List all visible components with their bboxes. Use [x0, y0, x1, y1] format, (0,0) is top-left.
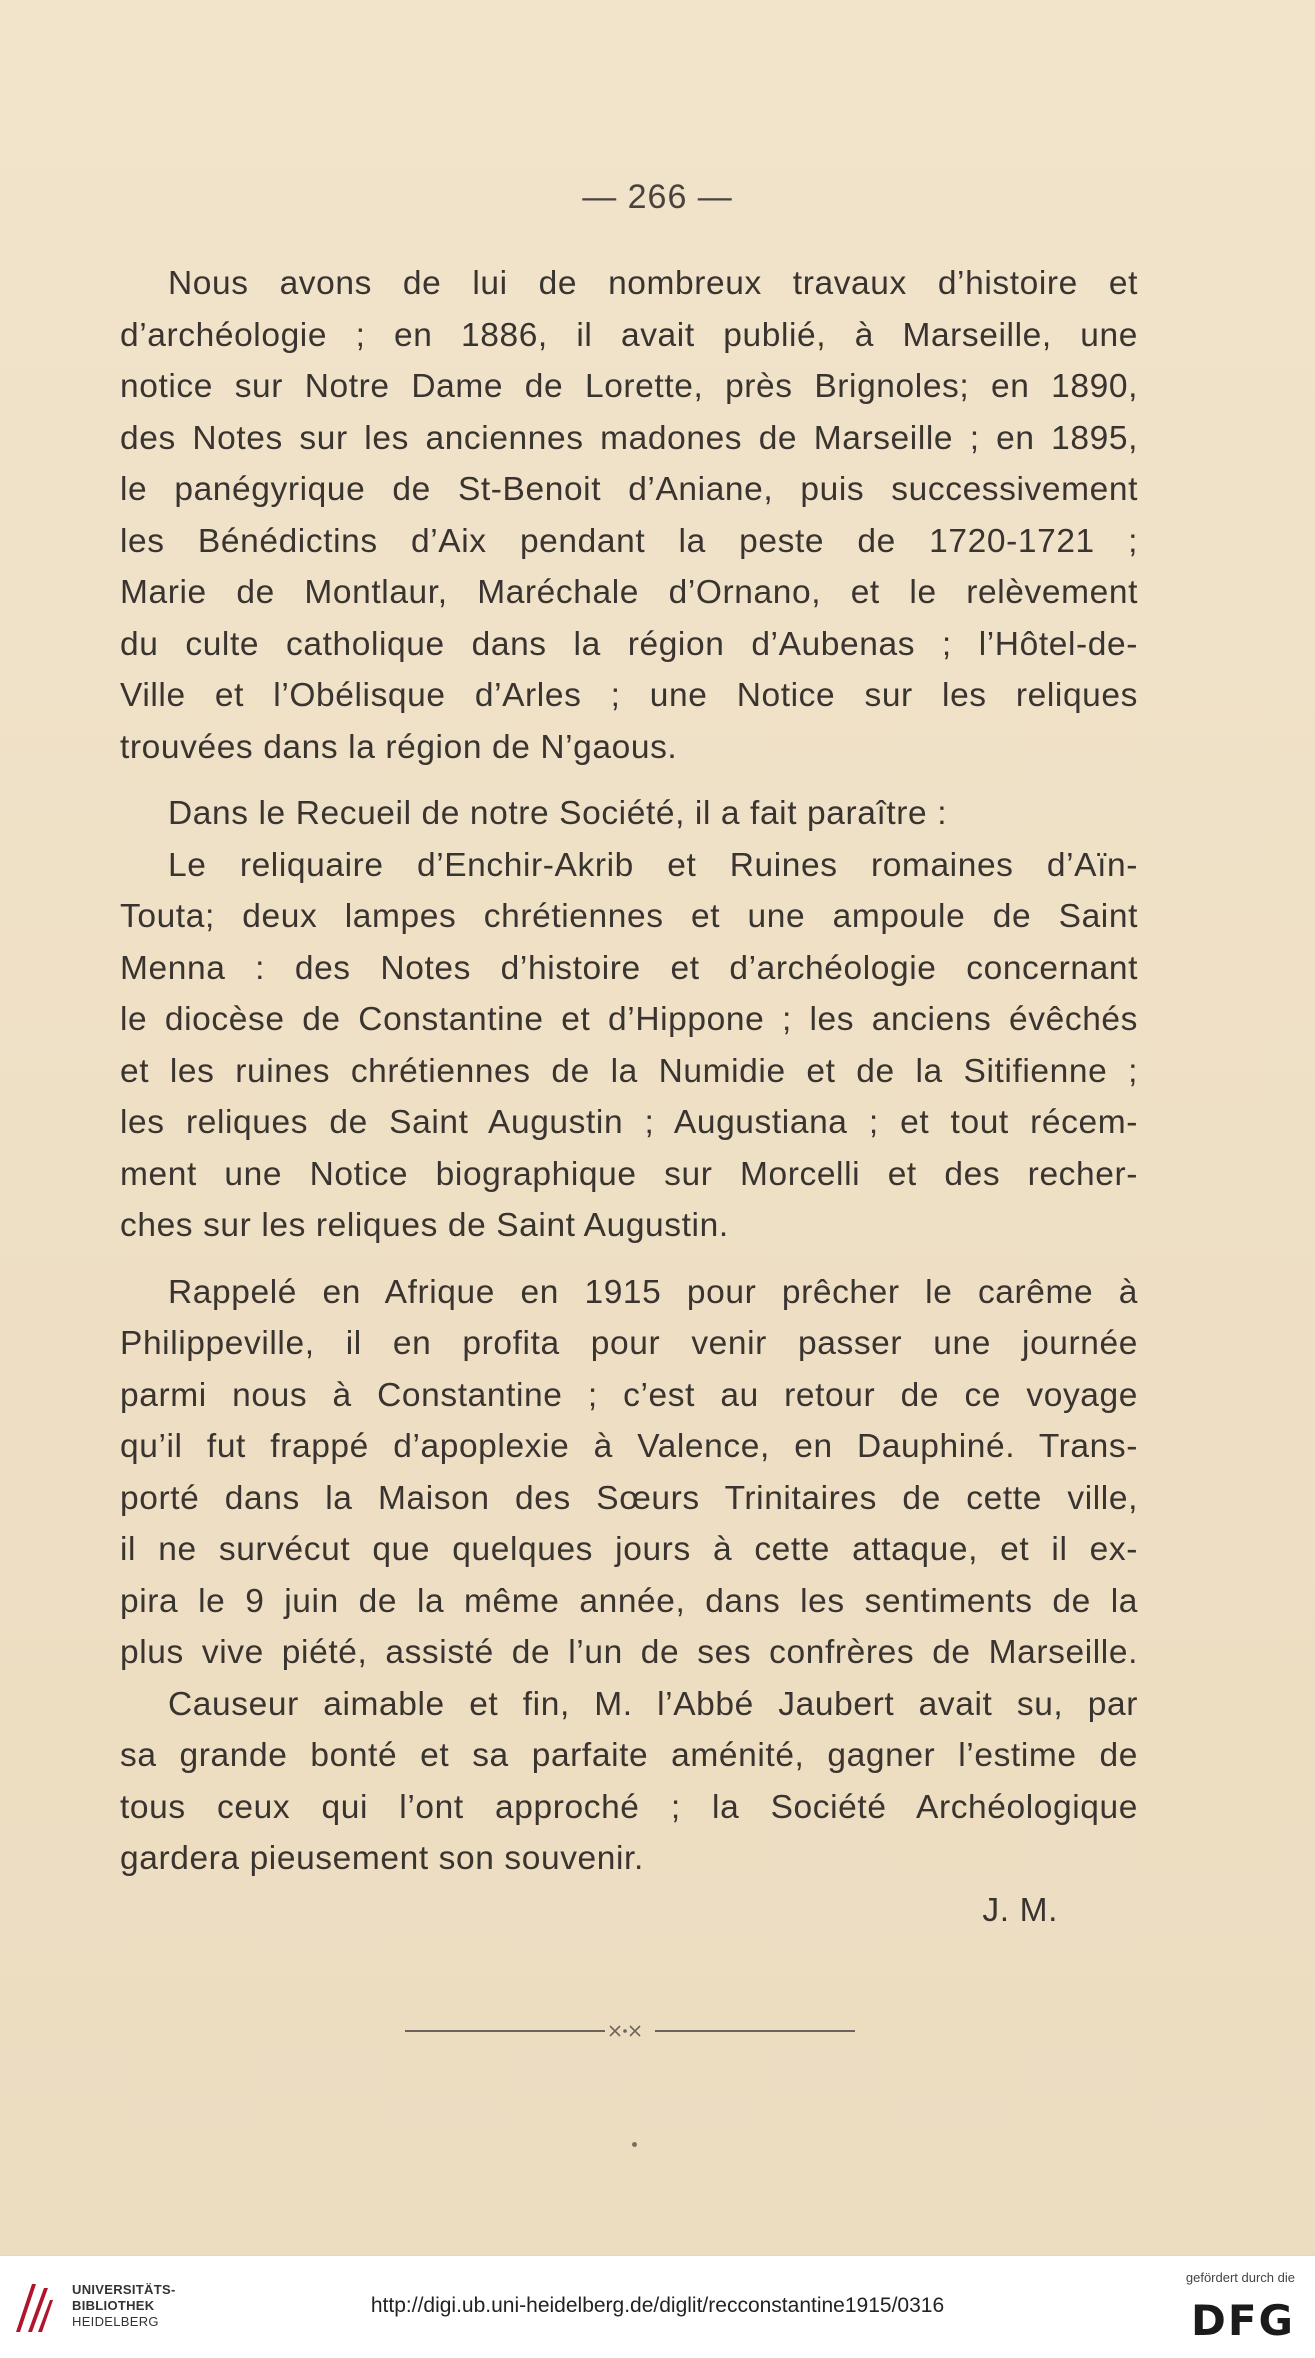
text-line: Causeur aimable et fin, M. l’Abbé Jaubert avait su, par: [168, 1685, 1138, 1723]
text-line: sa grande bonté et sa parfaite aménité, gagner l’estime de: [120, 1737, 1138, 1774]
footer-bar: [0, 2255, 1315, 2358]
text-line: Ville et l’Obélisque d’Arles ; une Notice sur les reliques: [120, 677, 1138, 714]
text-line: Menna : des Notes d’histoire et d’archéologie concernant: [120, 949, 1138, 987]
dfg-logo: DFG: [1190, 2296, 1295, 2345]
text-line: Philippeville, il en profita pour venir passer une journée: [120, 1325, 1138, 1362]
signature: J. M.: [982, 1891, 1058, 1929]
text-line: Dans le Recueil de notre Société, il a fait paraître :: [168, 795, 948, 832]
text-line: le panégyrique de St-Benoit d’Aniane, puis successivement: [120, 471, 1138, 508]
funding-caption: gefördert durch die: [1185, 2270, 1295, 2285]
text-line: gardera pieusement son souvenir.: [120, 1840, 644, 1877]
text-line: d’archéologie ; en 1886, il avait publié, à Marseille, une: [120, 316, 1138, 354]
text-line: les reliques de Saint Augustin ; Augustiana ; et tout récem-: [120, 1104, 1138, 1141]
text-line: Marie de Montlaur, Maréchale d’Ornano, et le relèvement: [120, 574, 1138, 611]
text-line: et les ruines chrétiennes de la Numidie et de la Sitifienne ;: [120, 1052, 1138, 1090]
ornament-divider: [405, 2024, 855, 2038]
text-line: pira le 9 juin de la même année, dans les sentiments de la: [120, 1582, 1138, 1620]
text-line: qu’il fut frappé d’apoplexie à Valence, en Dauphiné. Trans-: [120, 1428, 1138, 1465]
text-line: ches sur les reliques de Saint Augustin.: [120, 1207, 729, 1244]
text-line: trouvées dans la région de N’gaous.: [120, 728, 678, 766]
text-line: plus vive piété, assisté de l’un de ses confrères de Marseille.: [120, 1634, 1138, 1671]
text-line: des Notes sur les anciennes madones de Marseille ; en 1895,: [120, 419, 1138, 457]
ink-speck: [632, 2142, 637, 2147]
text-line: du culte catholique dans la région d’Aubenas ; l’Hôtel-de-: [120, 625, 1138, 663]
page-number: — 266 —: [582, 178, 733, 216]
text-line: notice sur Notre Dame de Lorette, près Brignoles; en 1890,: [120, 368, 1138, 405]
text-line: il ne survécut que quelques jours à cette attaque, et il ex-: [120, 1531, 1138, 1568]
body-text: [120, 258, 1138, 1936]
library-name: UNIVERSITÄTS- BIBLIOTHEK HEIDELBERG: [72, 2282, 176, 2329]
text-line: Rappelé en Afrique en 1915 pour prêcher le carême à: [168, 1273, 1138, 1311]
text-line: Nous avons de lui de nombreux travaux d’histoire et: [168, 265, 1138, 302]
text-line: les Bénédictins d’Aix pendant la peste de 1720-1721 ;: [120, 522, 1138, 560]
permalink-url[interactable]: http://digi.ub.uni-heidelberg.de/diglit/recconstantine1915/0316: [370, 2294, 945, 2317]
text-line: tous ceux qui l’ont approché ; la Société Archéologique: [120, 1788, 1138, 1826]
text-line: ment une Notice biographique sur Morcelli et des recher-: [120, 1155, 1138, 1193]
text-line: Touta; deux lampes chrétiennes et une ampoule de Saint: [120, 898, 1138, 935]
text-line: Le reliquaire d’Enchir-Akrib et Ruines romaines d’Aïn-: [168, 846, 1138, 884]
text-line: parmi nous à Constantine ; c’est au retour de ce voyage: [120, 1376, 1138, 1414]
text-line: le diocèse de Constantine et d’Hippone ; les anciens évêchés: [120, 1001, 1138, 1038]
text-line: porté dans la Maison des Sœurs Trinitaires de cette ville,: [120, 1479, 1138, 1517]
